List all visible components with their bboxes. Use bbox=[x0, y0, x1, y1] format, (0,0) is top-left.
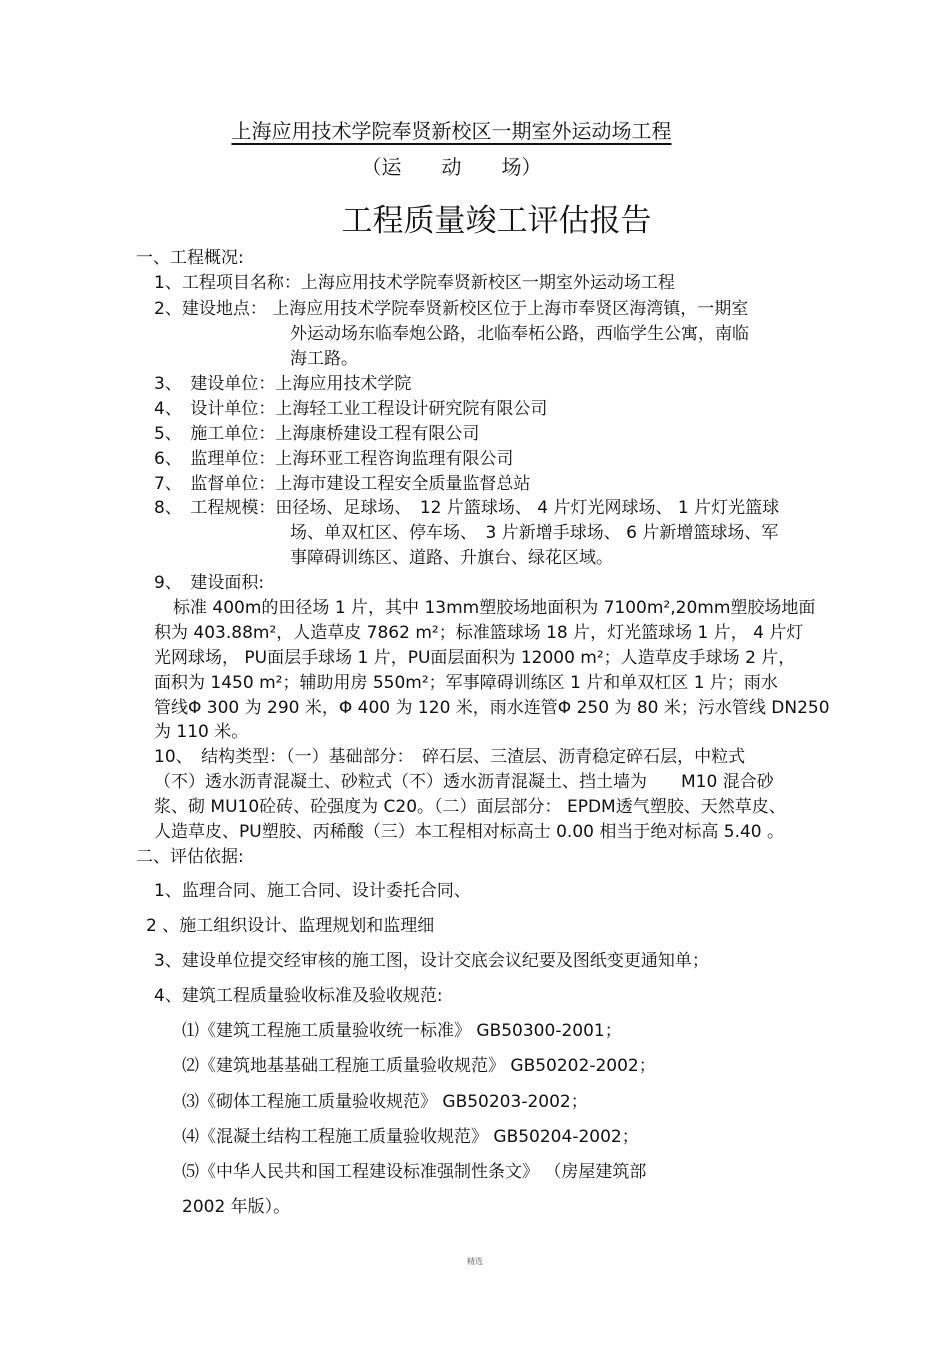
overview-line: 7、 监督单位：上海市建设工程安全质量监督总站 bbox=[154, 474, 531, 494]
overview-line: 浆、砌 MU10砼砖、砼强度为 C20。（二）面层部分： EPDM透气塑胶、天然草皮、 bbox=[154, 797, 786, 817]
basis-standard: ⑴《建筑工程施工质量验收统一标准》 GB50300-2001； bbox=[182, 1021, 622, 1041]
basis-standard: ⑵《建筑地基基础工程施工质量验收规范》 GB50202-2002； bbox=[182, 1056, 656, 1076]
overview-line: 事障碍训练区、道路、升旗台、绿花区域。 bbox=[290, 548, 613, 568]
overview-line: 1、工程项目名称：上海应用技术学院奉贤新校区一期室外运动场工程 bbox=[154, 273, 675, 293]
overview-line: 10、 结构类型：（一）基础部分： 碎石层、三渣层、沥青稳定碎石层，中粒式 bbox=[154, 747, 746, 767]
basis-line: 3、建设单位提交经审核的施工图，设计交底会议纪要及图纸变更通知单； bbox=[154, 951, 709, 971]
overview-line: 海工路。 bbox=[290, 349, 358, 369]
basis-standard: ⑶《砌体工程施工质量验收规范》 GB50203-2002； bbox=[182, 1092, 588, 1112]
overview-line: 积为 403.88m²，人造草皮 7862 m²；标准篮球场 18 片，灯光篮球场 1 片， 4 片灯 bbox=[154, 623, 804, 643]
report-title: 工程质量竣工评估报告 bbox=[341, 203, 652, 239]
overview-line: 2、建设地点： 上海应用技术学院奉贤新校区位于上海市奉贤区海湾镇，一期室 bbox=[154, 299, 749, 319]
basis-line: 4、建筑工程质量验收标准及验收规范: bbox=[154, 986, 443, 1006]
basis-standard: 2002 年版）。 bbox=[182, 1197, 291, 1217]
overview-line: 人造草皮、PU塑胶、丙稀酸（三）本工程相对标高士 0.00 相当于绝对标高 5.40 。 bbox=[154, 822, 785, 842]
overview-line: （不）透水沥青混凝土、砂粒式（不）透水沥青混凝土、挡土墙为 M10 混合砂 bbox=[154, 772, 774, 792]
overview-line: 光网球场， PU面层手球场 1 片，PU面层面积为 12000 m²；人造草皮手球场 2 片， bbox=[154, 648, 796, 668]
overview-line: 标准 400m的田径场 1 片，其中 13mm塑胶场地面积为 7100m²,20mm塑胶场地面 bbox=[173, 598, 816, 618]
overview-line: 5、 施工单位：上海康桥建设工程有限公司 bbox=[154, 424, 480, 444]
overview-line: 9、 建设面积: bbox=[154, 573, 265, 593]
document-subtitle: （运 动 场） bbox=[361, 155, 542, 179]
overview-line: 场、单双杠区、停车场、 3 片新增手球场、 6 片新增篮球场、军 bbox=[290, 523, 779, 543]
overview-line: 管线Φ 300 为 290 米，Φ 400 为 120 米，雨水连管Φ 250 为 80 米；污水管线 DN250 bbox=[154, 698, 830, 718]
document-title: 上海应用技术学院奉贤新校区一期室外运动场工程 bbox=[231, 119, 672, 143]
basis-line: 1、监理合同、施工合同、设计委托合同、 bbox=[154, 881, 471, 901]
basis-standard: ⑸《中华人民共和国工程建设标准强制性条文》 （房屋建筑部 bbox=[182, 1162, 647, 1182]
section-heading-overview: 一、工程概况: bbox=[136, 248, 244, 268]
page-footer: 精选 bbox=[467, 1257, 483, 1266]
overview-line: 3、 建设单位：上海应用技术学院 bbox=[154, 374, 412, 394]
overview-line: 6、 监理单位：上海环亚工程咨询监理有限公司 bbox=[154, 449, 514, 469]
overview-line: 面积为 1450 m²；辅助用房 550m²；军事障碍训练区 1 片和单双杠区 1 片；雨水 bbox=[154, 673, 778, 693]
overview-line: 为 110 米。 bbox=[154, 722, 249, 742]
basis-line: 2 、施工组织设计、监理规划和监理细 bbox=[146, 916, 435, 936]
section-heading-basis: 二、评估依据: bbox=[136, 847, 244, 867]
overview-line: 8、 工程规模：田径场、足球场、 12 片篮球场、 4 片灯光网球场、 1 片灯光篮球 bbox=[154, 498, 780, 518]
basis-standard: ⑷《混凝土结构工程施工质量验收规范》 GB50204-2002； bbox=[182, 1127, 639, 1147]
overview-line: 4、 设计单位：上海轻工业工程设计研究院有限公司 bbox=[154, 399, 548, 419]
overview-line: 外运动场东临奉炮公路，北临奉柘公路，西临学生公寓，南临 bbox=[290, 324, 749, 344]
